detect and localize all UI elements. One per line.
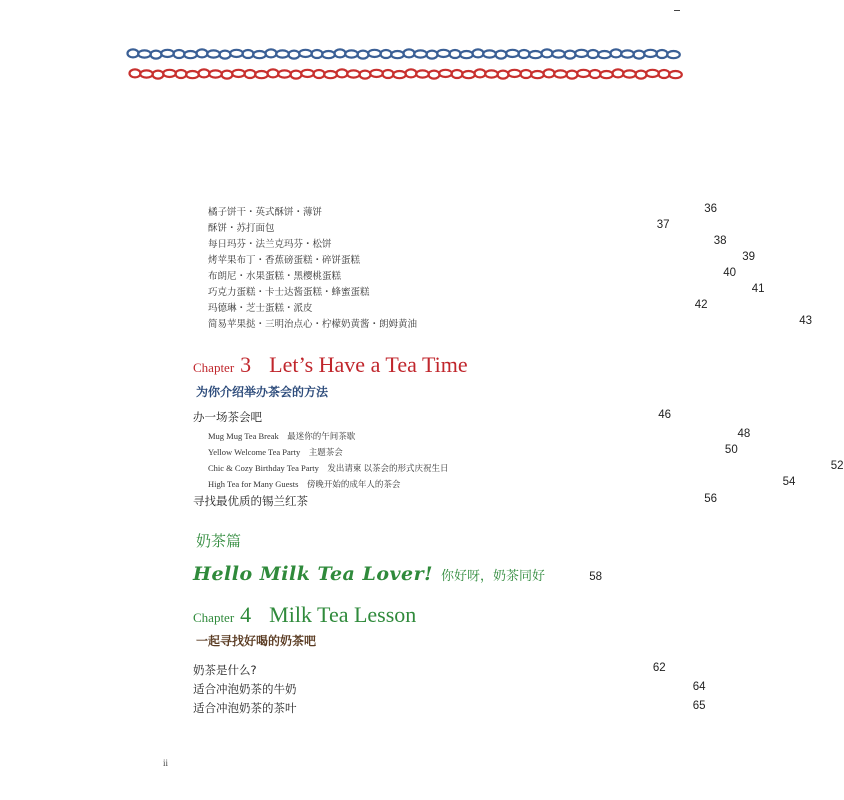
toc-entry-label: 每日玛芬・法兰克玛芬・松饼 <box>208 239 332 250</box>
toc-entry-page: 56 <box>704 493 717 505</box>
toc-entry[interactable] <box>208 267 737 284</box>
toc-entry-label: Yellow Welcome Tea Party 主题茶会 <box>208 447 343 457</box>
chain-link <box>600 71 613 78</box>
chain-link <box>301 70 314 77</box>
chapter-title: Let’s Have a Tea Time <box>269 352 468 377</box>
toc-entry-page: 48 <box>737 428 751 440</box>
chain-link <box>659 70 670 78</box>
toc-subentry[interactable] <box>208 476 796 494</box>
chain-link <box>253 51 266 58</box>
chain-link <box>232 70 245 77</box>
chain-link <box>209 70 222 77</box>
toc-entry-page: 54 <box>782 476 796 488</box>
chain-link <box>496 51 507 59</box>
toc-entry-label: 橘子饼干・英式酥饼・薄饼 <box>208 207 323 218</box>
chain-link <box>358 51 369 59</box>
chain-link <box>406 69 417 77</box>
chapter-3-heading[interactable] <box>193 352 468 378</box>
chain-link <box>393 71 406 78</box>
chain-link <box>508 70 521 77</box>
chain-link <box>184 51 197 58</box>
chapter-title: Milk Tea Lesson <box>269 602 417 627</box>
chain-link <box>337 69 348 77</box>
toc-entry-page: 36 <box>704 203 718 215</box>
chain-link <box>636 71 647 79</box>
chain-link <box>416 70 429 77</box>
chain-link <box>276 50 289 57</box>
chain-link <box>460 51 473 58</box>
chain-link <box>243 50 254 58</box>
script-title: Hello Milk Tea Lover! <box>193 563 433 585</box>
chain-link <box>245 70 256 78</box>
toc-entry-page: 65 <box>692 700 706 712</box>
toc-entry-label: 巧克力蛋糕・卡士达酱蛋糕・蜂蜜蛋糕 <box>208 287 370 298</box>
toc-entry-label: 简易苹果挞・三明治点心・柠檬奶黄酱・朗姆黄油 <box>208 319 418 330</box>
chain-link <box>207 50 220 57</box>
chain-link <box>667 51 680 58</box>
toc-entry-label: 布朗尼・水果蛋糕・黑樱桃蛋糕 <box>208 271 342 282</box>
chapter-prefix: Chapter <box>193 610 235 625</box>
chain-link <box>176 70 187 78</box>
chain-link <box>370 70 383 77</box>
chain-link <box>335 49 346 57</box>
chain-link <box>598 51 611 58</box>
chain-link <box>381 50 392 58</box>
chain-link <box>475 69 486 77</box>
chain-link <box>462 71 475 78</box>
toc-entry-label: 烤苹果布丁・香蕉磅蛋糕・碎饼蛋糕 <box>208 255 361 266</box>
toc-entry[interactable] <box>208 219 670 236</box>
toc-entry-label: High Tea for Many Guests 傍晚开始的成年人的茶会 <box>208 479 401 489</box>
toc-entry-page: 64 <box>692 681 706 693</box>
chain-link <box>345 50 358 57</box>
toc-entry[interactable] <box>193 662 666 680</box>
chain-link <box>322 51 335 58</box>
chain-link <box>669 71 682 78</box>
chain-link <box>268 69 279 77</box>
chapter-number: 3 <box>240 352 252 377</box>
chain-link <box>138 50 151 57</box>
toc-entry-label: 酥饼・苏打面包 <box>208 223 275 234</box>
toc-subentry[interactable] <box>208 428 751 446</box>
chain-link <box>383 70 394 78</box>
chapter-3-subtitle: 为你介绍举办茶会的方法 <box>196 385 329 399</box>
chain-link <box>506 50 519 57</box>
toc-subentry[interactable] <box>208 444 738 462</box>
chapter-number: 4 <box>240 602 252 627</box>
toc-entry-label: Chic & Cozy Birthday Tea Party 发出请柬 以茶会的形式庆祝生日 <box>208 463 449 473</box>
chain-link <box>542 49 553 57</box>
milk-tea-intro-entry[interactable] <box>193 563 545 585</box>
chain-link <box>255 71 268 78</box>
toc-entry-page: 37 <box>656 219 670 231</box>
chain-link <box>437 50 450 57</box>
chain-link <box>186 71 199 78</box>
chain-link <box>360 71 371 79</box>
chain-link <box>161 50 174 57</box>
toc-entry-label: 办一场茶会吧 <box>193 410 262 424</box>
chain-link <box>278 70 291 77</box>
toc-entry-label: 适合冲泡奶茶的茶叶 <box>193 701 297 715</box>
chain-link <box>130 69 141 77</box>
chain-link <box>452 70 463 78</box>
chain-link <box>575 50 588 57</box>
toc-entry-page: 40 <box>723 267 737 279</box>
chain-link <box>483 50 496 57</box>
chain-link <box>565 51 576 59</box>
chain-link <box>634 51 645 59</box>
toc-entry[interactable] <box>208 251 756 268</box>
chain-link <box>590 70 601 78</box>
chain-link <box>427 51 438 59</box>
toc-entry-page: 50 <box>724 444 738 456</box>
toc-entry-label: 寻找最优质的锡兰红茶 <box>193 494 308 508</box>
chain-link <box>404 49 415 57</box>
chain-link <box>450 50 461 58</box>
chain-link <box>485 70 498 77</box>
toc-entry[interactable] <box>208 235 727 252</box>
chain-link <box>554 70 567 77</box>
chain-link <box>174 50 185 58</box>
toc-entry[interactable] <box>208 283 765 300</box>
chain-link <box>199 69 210 77</box>
toc-entry-label: 奶茶是什么? <box>193 663 257 677</box>
chain-link <box>368 50 381 57</box>
toc-entry[interactable] <box>193 700 706 718</box>
chain-link <box>151 51 162 59</box>
chain-link <box>163 70 176 77</box>
chain-link <box>140 70 153 77</box>
chain-link <box>611 49 622 57</box>
chain-link <box>657 50 668 58</box>
toc-entry[interactable] <box>193 493 717 511</box>
chain-link <box>439 70 452 77</box>
chain-link <box>544 69 555 77</box>
chain-link <box>266 49 277 57</box>
chain-link <box>153 71 164 79</box>
toc-entry[interactable] <box>193 409 671 427</box>
chain-link <box>623 70 636 77</box>
chain-link <box>529 51 542 58</box>
chain-link <box>521 70 532 78</box>
chain-link <box>324 71 337 78</box>
chapter-prefix: Chapter <box>193 360 235 375</box>
toc-entry-page: 43 <box>799 315 813 327</box>
chain-decoration-red <box>128 66 680 82</box>
chapter-4-subtitle: 一起寻找好喝的奶茶吧 <box>196 634 317 648</box>
chain-link <box>588 50 599 58</box>
chapter-4-heading[interactable] <box>193 602 416 628</box>
script-subtitle: 你好呀，奶茶同好 <box>441 569 546 584</box>
chain-link <box>128 49 139 57</box>
toc-entry-page: 46 <box>658 409 671 421</box>
chain-link <box>347 70 360 77</box>
toc-subentry[interactable] <box>208 460 844 478</box>
chain-link <box>519 50 530 58</box>
toc-entry-page: 38 <box>713 235 727 247</box>
toc-entry[interactable] <box>208 299 708 316</box>
chain-link <box>613 69 624 77</box>
chain-link <box>197 49 208 57</box>
toc-entry-page: 52 <box>830 460 844 472</box>
chain-link <box>498 71 509 79</box>
chain-link <box>552 50 565 57</box>
toc-entry[interactable] <box>193 681 706 699</box>
chain-link <box>414 50 427 57</box>
page-folio: ii <box>163 758 169 768</box>
toc-entry-label: 适合冲泡奶茶的牛奶 <box>193 682 297 696</box>
chain-link <box>299 50 312 57</box>
chain-link <box>314 70 325 78</box>
chain-link <box>473 49 484 57</box>
chain-link <box>289 51 300 59</box>
chain-link <box>531 71 544 78</box>
toc-entry-page: 62 <box>652 662 666 674</box>
chain-link <box>291 71 302 79</box>
chain-link <box>644 50 657 57</box>
chain-link <box>230 50 243 57</box>
chain-link <box>222 71 233 79</box>
corner-mark <box>674 10 680 11</box>
toc-entry-page: 58 <box>589 571 602 583</box>
chain-link <box>621 50 634 57</box>
chain-link <box>429 71 440 79</box>
toc-entry-page: 41 <box>751 283 765 295</box>
toc-entry-page: 42 <box>694 299 708 311</box>
chain-link <box>577 70 590 77</box>
chain-link <box>312 50 323 58</box>
chain-link <box>646 70 659 77</box>
toc-entry-label: Mug Mug Tea Break 最迷你的午间茶歇 <box>208 431 356 441</box>
chain-decoration-blue <box>128 46 680 62</box>
toc-entry-page: 39 <box>742 251 756 263</box>
toc-entry-label: 玛德琳・芝士蛋糕・派皮 <box>208 303 313 314</box>
toc-entry[interactable] <box>208 315 813 332</box>
section-heading: 奶茶篇 <box>196 532 242 550</box>
chain-link <box>220 51 231 59</box>
chain-link <box>567 71 578 79</box>
toc-entry[interactable] <box>208 203 718 220</box>
chain-link <box>391 51 404 58</box>
